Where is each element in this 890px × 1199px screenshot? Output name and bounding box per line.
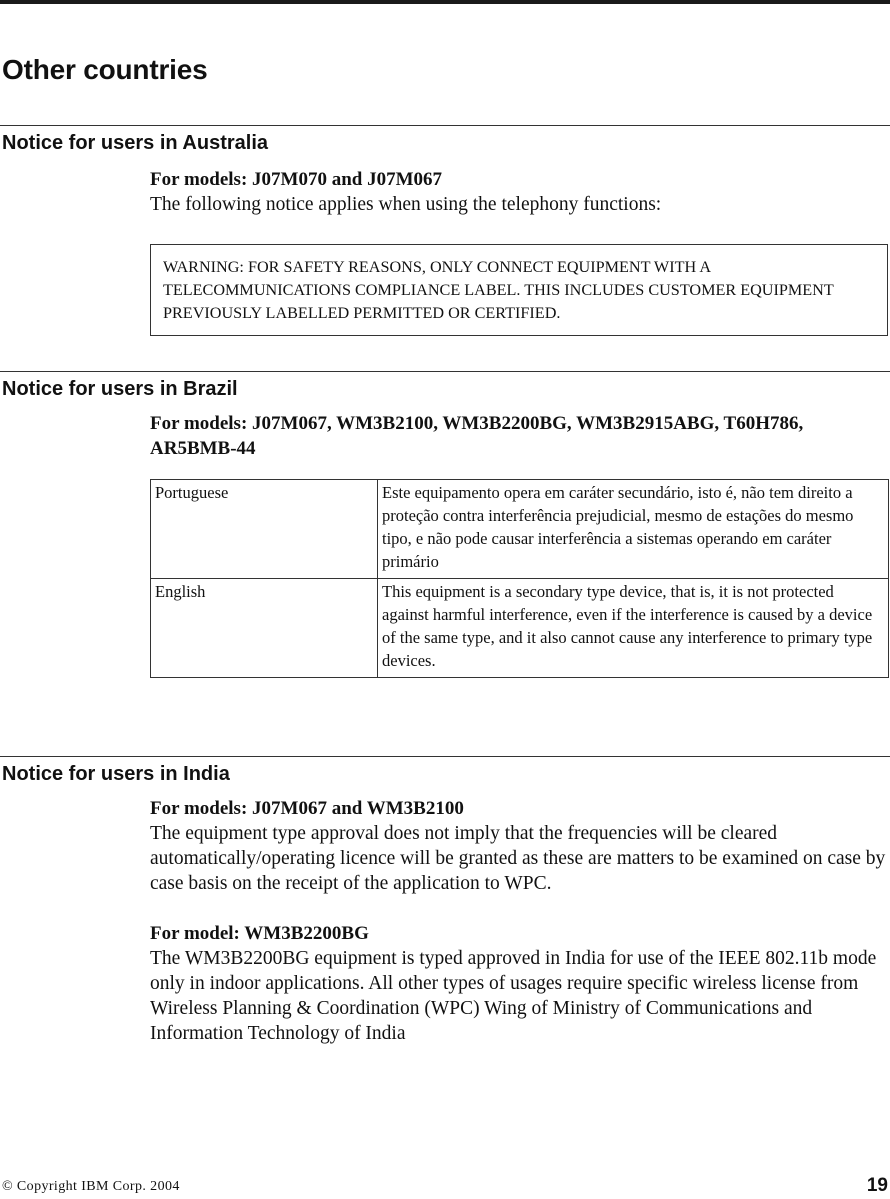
page-number: 19 [866, 1175, 888, 1196]
section-heading-australia: Notice for users in Australia [2, 132, 268, 154]
copyright-footer: © Copyright IBM Corp. 2004 [2, 1179, 180, 1194]
top-rule [0, 0, 890, 4]
page-title: Other countries [2, 54, 208, 85]
india-body [150, 796, 890, 1046]
table-cell-text: Este equipamento opera em caráter secundário, isto é, não tem direito a proteção contra interferência prejudicial, mesmo de estações do mesmo tipo, e não pode causar interferência a sistemas operando em caráter primário [378, 480, 889, 579]
section-brazil [0, 371, 890, 402]
table-cell-language: English [151, 579, 378, 678]
brazil-models: For models: J07M067, WM3B2100, WM3B2200BG, WM3B2915ABG, T60H786, AR5BMB-44 [150, 413, 804, 459]
brazil-notice-table [150, 479, 889, 678]
australia-body [150, 167, 890, 217]
table-row [151, 579, 889, 678]
australia-intro: The following notice applies when using the telephony functions: [150, 194, 662, 215]
australia-models: For models: J07M070 and J07M067 [150, 169, 443, 190]
india-text-2: The WM3B2200BG equipment is typed approved in India for use of the IEEE 802.11b mode only in indoor applications. All other types of usages require specific wireless license from Wireless Planning & Coordination (WPC) Wing of Ministry of Communications and Information Technology of India [150, 948, 877, 1044]
table-cell-language: Portuguese [151, 480, 378, 579]
section-australia [0, 125, 890, 156]
brazil-body [150, 411, 890, 461]
table-row [151, 480, 889, 579]
section-heading-brazil: Notice for users in Brazil [2, 378, 238, 400]
table-cell-text: This equipment is a secondary type device, that is, it is not protected against harmful interference, even if the interference is caused by a device of the same type, and it also cannot cause any interference to primary type devices. [378, 579, 889, 678]
australia-warning-box: WARNING: FOR SAFETY REASONS, ONLY CONNECT EQUIPMENT WITH A TELECOMMUNICATIONS COMPLIANCE LABEL. THIS INCLUDES CUSTOMER EQUIPMENT PREVIOUSLY LABELLED PERMITTED OR CERTIFIED. [150, 244, 888, 336]
india-models-2: For model: WM3B2200BG [150, 923, 369, 944]
section-heading-india: Notice for users in India [2, 763, 230, 785]
india-text-1: The equipment type approval does not imply that the frequencies will be cleared automatically/operating licence will be granted as these are matters to be examined on case by case basis on the receipt of the application to WPC. [150, 823, 886, 894]
section-india [0, 756, 890, 787]
india-models-1: For models: J07M067 and WM3B2100 [150, 798, 464, 819]
